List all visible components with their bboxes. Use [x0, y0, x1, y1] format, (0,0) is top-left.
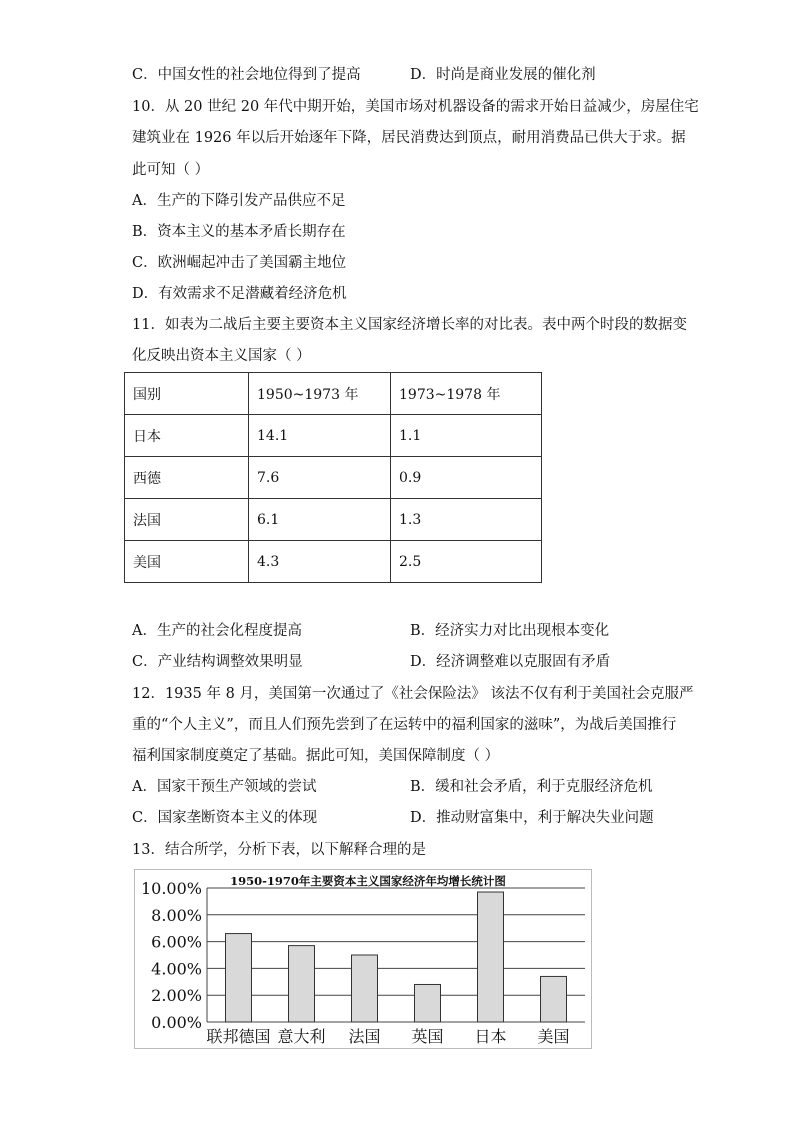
q12-stem-line1: 12．1935 年 8 月，美国第一次通过了《社会保险法》 该法不仅有利于美国社会克服严	[132, 686, 694, 702]
q12-option-d: D．推动财富集中，利于解决失业问题	[410, 810, 654, 826]
table-header-cell: 1973~1978 年	[391, 373, 542, 415]
table-header-cell: 1950~1973 年	[249, 373, 391, 415]
q12-option-b: B．缓和社会矛盾，利于克服经济危机	[410, 779, 653, 795]
q11-option-a: A．生产的社会化程度提高	[132, 623, 302, 639]
q11-option-d: D．经济调整难以克服固有矛盾	[410, 654, 611, 670]
table-cell: 西德	[125, 457, 249, 499]
y-tick-label: 6.00%	[151, 932, 202, 952]
q9-option-d: D．时尚是商业发展的催化剂	[410, 67, 596, 83]
growth-rate-table	[124, 372, 542, 583]
q9-option-c: C．中国女性的社会地位得到了提高	[132, 67, 361, 83]
table-header-cell: 国别	[125, 373, 249, 415]
table-cell: 7.6	[249, 457, 391, 499]
bar-4	[415, 984, 441, 1022]
table-header-row	[125, 373, 542, 415]
y-tick-label: 2.00%	[151, 986, 202, 1006]
y-tick-label: 8.00%	[151, 905, 202, 925]
q10-option-b: B．资本主义的基本矛盾长期存在	[132, 224, 346, 240]
q10-stem-line3: 此可知（ ）	[132, 162, 210, 178]
q13-stem: 13．结合所学，分析下表，以下解释合理的是	[132, 842, 426, 858]
x-tick-label: 意大利	[277, 1027, 326, 1046]
q10-stem-line1: 10．从 20 世纪 20 年代中期开始，美国市场对机器设备的需求开始日益减少，房屋住宅	[132, 99, 699, 115]
q11-option-c: C．产业结构调整效果明显	[132, 654, 303, 670]
q11-stem-line2: 化反映出资本主义国家（ ）	[132, 348, 311, 364]
q12-option-a: A．国家干预生产领域的尝试	[132, 779, 317, 795]
table-cell: 0.9	[391, 457, 542, 499]
table-row	[125, 457, 542, 499]
q10-stem-line2: 建筑业在 1926 年以后开始逐年下降，居民消费达到顶点，耐用消费品已供大于求。据	[132, 130, 686, 146]
table-cell: 法国	[125, 499, 249, 541]
table-cell: 6.1	[249, 499, 391, 541]
x-tick-label: 英国	[411, 1027, 444, 1046]
table-cell: 14.1	[249, 415, 391, 457]
bar-5	[478, 892, 504, 1022]
x-tick-label: 美国	[537, 1027, 570, 1046]
chart-canvas	[135, 870, 591, 1048]
table-cell: 4.3	[249, 541, 391, 583]
x-tick-label: 法国	[348, 1027, 381, 1046]
bar-3	[352, 955, 378, 1022]
bar-2	[289, 946, 315, 1022]
bar-6	[541, 976, 567, 1022]
bar-1	[226, 934, 252, 1022]
table-row	[125, 541, 542, 583]
table-cell: 2.5	[391, 541, 542, 583]
x-tick-label: 日本	[474, 1027, 507, 1046]
q10-option-a: A．生产的下降引发产品供应不足	[132, 193, 346, 209]
q11-option-b: B．经济实力对比出现根本变化	[410, 623, 610, 639]
q12-stem-line3: 福利国家制度奠定了基础。据此可知，美国保障制度（ ）	[132, 748, 500, 764]
y-tick-label: 10.00%	[140, 879, 202, 898]
q10-option-c: C．欧洲崛起冲击了美国霸主地位	[132, 255, 347, 271]
growth-bar-chart	[134, 869, 592, 1049]
q12-option-c: C．国家垄断资本主义的体现	[132, 810, 318, 826]
table-row	[125, 499, 542, 541]
y-tick-label: 0.00%	[151, 1013, 202, 1032]
table-cell: 美国	[125, 541, 249, 583]
table-cell: 1.3	[391, 499, 542, 541]
q12-stem-line2: 重的“个人主义”，而且人们预先尝到了在运转中的福利国家的滋味”，为战后美国推行	[132, 717, 677, 733]
x-tick-label: 联邦德国	[206, 1027, 271, 1046]
y-tick-label: 4.00%	[151, 959, 202, 979]
table-cell: 1.1	[391, 415, 542, 457]
q11-stem-line1: 11．如表为二战后主要主要资本主义国家经济增长率的对比表。表中两个时段的数据变	[132, 317, 687, 333]
table-row	[125, 415, 542, 457]
chart-title: 1950-1970年主要资本主义国家经济年均增长统计图	[230, 874, 506, 888]
q10-option-d: D．有效需求不足潜藏着经济危机	[132, 286, 347, 302]
table-cell: 日本	[125, 415, 249, 457]
